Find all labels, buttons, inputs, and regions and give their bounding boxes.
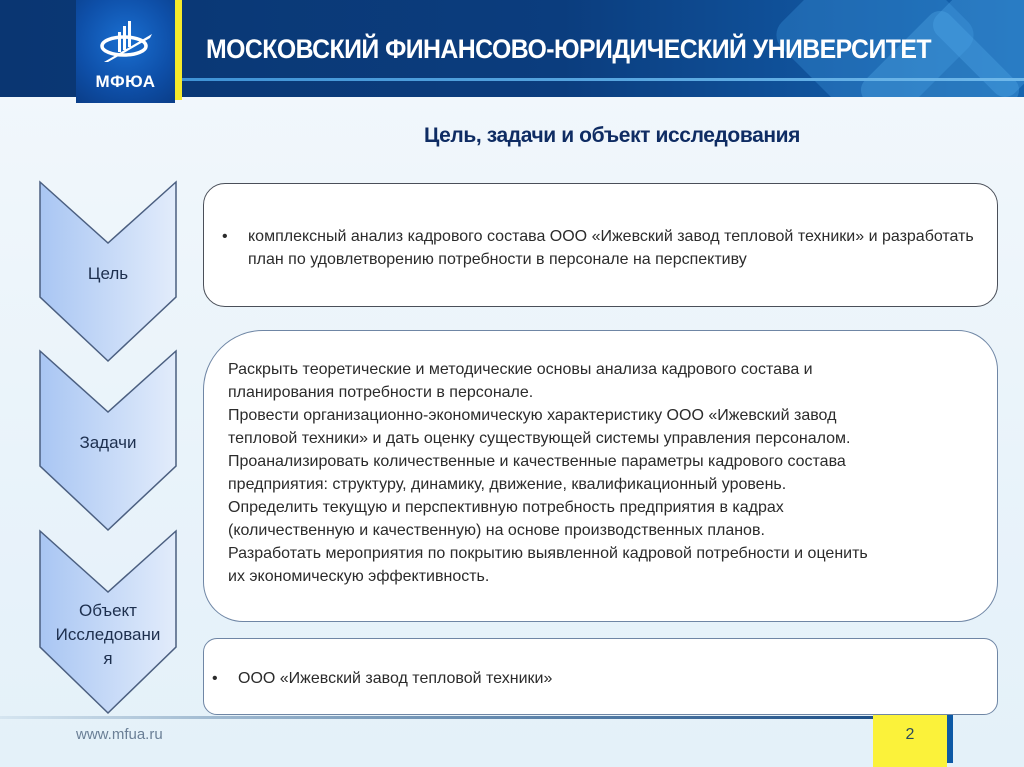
chevron-label-line: Исследовани [55,625,161,644]
task-line: Разработать мероприятия по покрытию выявленной кадровой потребности и оценить [228,545,868,562]
chevron-label-line: Объект [79,601,137,620]
object-item [212,667,972,690]
chevron-label-tasks: Задачи [79,433,137,452]
page-number-accent-bar [947,715,953,763]
tasks-box [203,330,998,622]
task-line: планирования потребности в персонале. [228,384,534,401]
task-line: Раскрыть теоретические и методические основы анализа кадрового состава и [228,361,813,378]
task-line: Провести организационно-экономическую характеристику ООО «Ижевский завод [228,407,837,424]
goal-item [222,225,982,271]
goal-box [203,183,998,307]
slide-title: Цель, задачи и объект исследования [423,124,801,147]
task-line: предприятия: структуру, динамику, движение, квалификационный уровень. [228,476,787,493]
website-link[interactable]: www.mfua.ru [76,726,163,743]
bullet-icon: • [222,228,228,245]
bullet-icon: • [212,670,218,687]
header-divider-line [182,78,1024,81]
chevron-label-line: я [103,649,113,668]
chevron-object [38,529,178,717]
university-logo [76,0,175,103]
chevron-goal [38,180,178,365]
object-box [203,638,998,715]
object-text: ООО «Ижевский завод тепловой техники» [238,670,553,687]
tasks-list [228,358,988,588]
footer-divider-line [0,716,880,719]
university-name: МОСКОВСКИЙ ФИНАНСОВО-ЮРИДИЧЕСКИЙ УНИВЕРСИТЕТ [206,34,932,64]
chevron-label-object [38,599,178,671]
chevron-label-goal: Цель [87,264,129,283]
task-line: Проанализировать количественные и качественные параметры кадрового состава [228,453,846,470]
logo-text: МФЮА [95,72,156,91]
task-line: тепловой техники» и дать оценку существующей системы управления персоналом. [228,430,851,447]
goal-text: комплексный анализ кадрового состава ООО «Ижевский завод тепловой техники» и разработать план по удовлетворению потребности в персонале на перспективу [248,228,974,268]
task-line: Определить текущую и перспективную потребность предприятия в кадрах [228,499,784,516]
chevron-tasks [38,349,178,534]
task-line: их экономическую эффективность. [228,568,490,585]
page-number: 2 [905,726,915,743]
task-line: (количественную и качественную) на основе производственных планов. [228,522,765,539]
logo-emblem-icon [90,20,162,68]
